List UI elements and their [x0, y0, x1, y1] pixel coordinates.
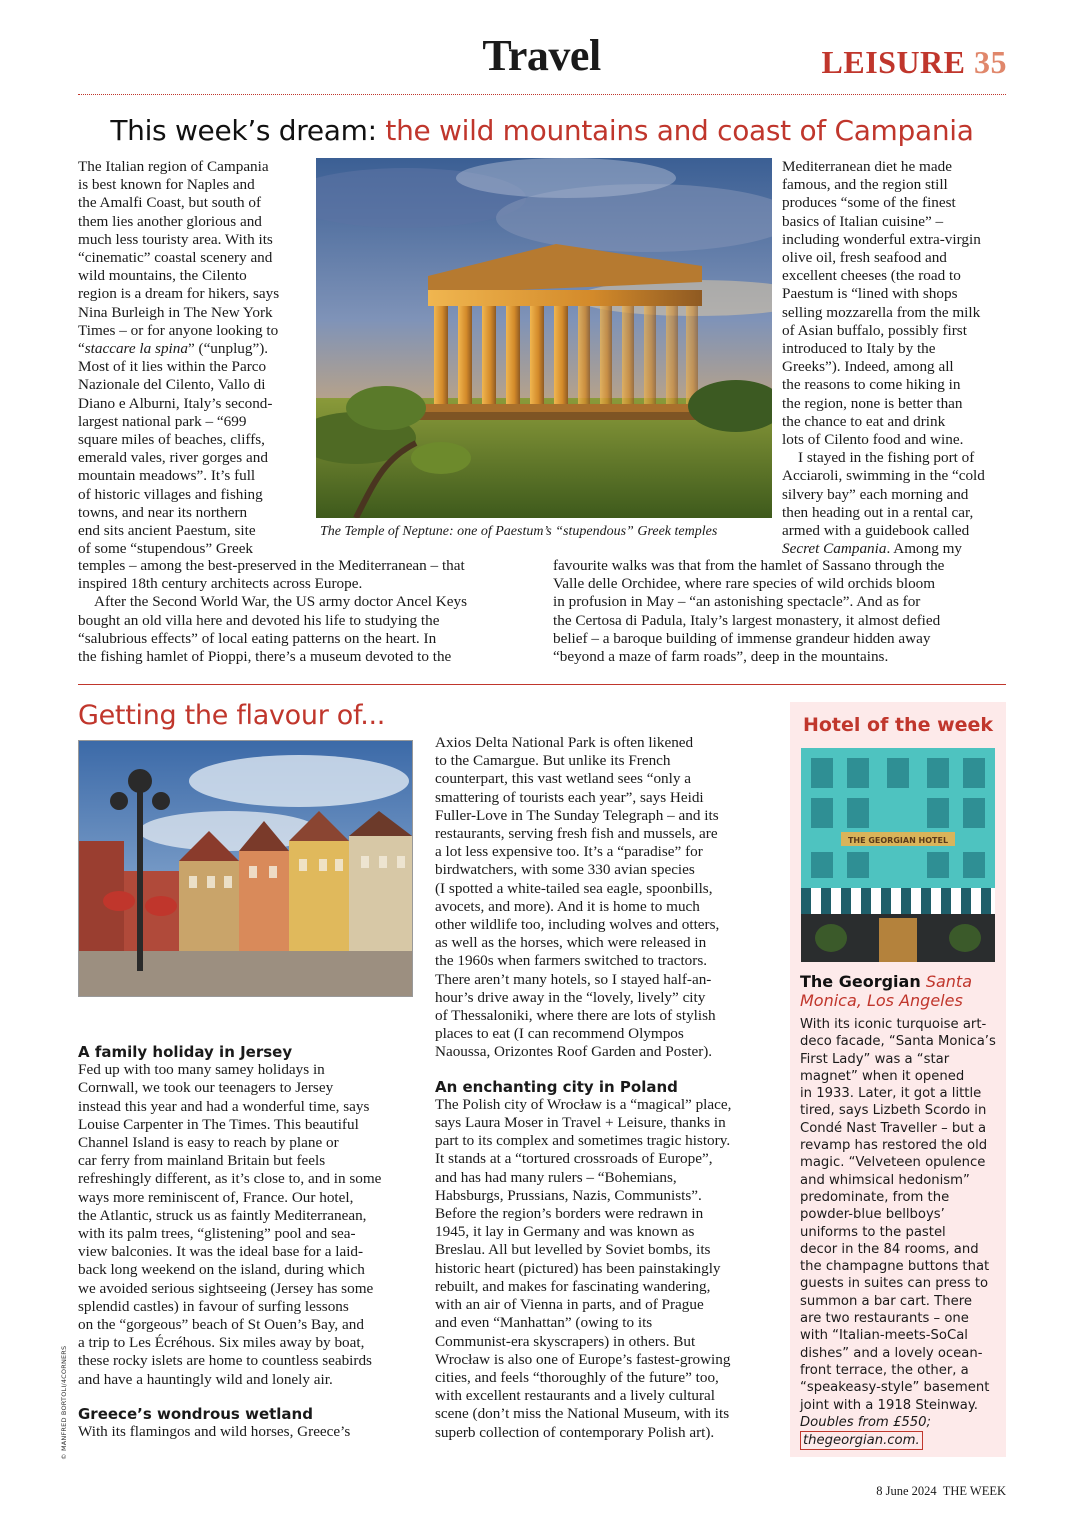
phrase-gloss: ” (“unplug”).	[187, 340, 269, 358]
text-line: armed with a guidebook called	[782, 522, 970, 540]
text-line: says Laura Moser in Travel + Leisure, thanks in	[435, 1114, 726, 1132]
photo-credit	[60, 1310, 72, 1460]
text-line: introduced to Italy by the	[782, 340, 936, 358]
text-line: birdwatchers, with some 330 avian species	[435, 861, 695, 879]
text-line: then heading out in a rental car,	[782, 503, 974, 521]
text-line: as well as the horses, which were released in	[435, 934, 707, 952]
text-line: inspired 18th century architects across Europe.	[78, 575, 363, 593]
text-line: “beyond a maze of farm roads”, deep in the mountains.	[553, 648, 889, 666]
text-line: Times – or for anyone looking to	[78, 321, 279, 339]
text-line: With its iconic turquoise art-	[800, 1017, 987, 1032]
section-title: Travel	[482, 31, 601, 80]
text-line: to the Camargue. But unlike its French	[435, 752, 671, 770]
text-line: of historic villages and fishing	[78, 485, 263, 503]
text-line: towns, and near its northern	[78, 503, 248, 521]
text-line: region is a dream for hikers, says	[78, 285, 280, 303]
feature-left-column	[78, 158, 314, 558]
text-line: of Thessaloniki, where there are lots of stylish	[435, 1007, 716, 1025]
text-line: emerald vales, river gorges and	[78, 449, 268, 467]
feature-right-wide	[553, 557, 1013, 666]
feature-right-column	[782, 158, 1012, 558]
text-line: of some “stupendous” Greek	[78, 540, 254, 558]
hotel-name-block	[800, 972, 1000, 1010]
text-line: a lot less expensive too. It’s a “paradise” for	[435, 843, 703, 861]
text-line: After the Second World War, the US army doctor Ancel Keys	[94, 593, 468, 611]
page-number: 35	[974, 44, 1007, 80]
jersey-article	[78, 1043, 418, 1441]
text-line: Paestum is “lined with shops	[782, 285, 958, 303]
text-line: smattering of tourists each year”, says Heidi	[435, 788, 704, 806]
wroclaw-photo	[78, 740, 413, 997]
text-line: view balconies. It was the ideal base for a laid-	[78, 1243, 364, 1261]
text-line: and whimsical hedonism”	[800, 1172, 970, 1188]
text-line: Diano e Alburni, Italy’s second-	[78, 394, 273, 412]
text-line: Nazionale del Cilento, Vallo di	[78, 376, 266, 394]
text-line: deco facade, “Santa Monica’s	[800, 1034, 996, 1050]
text-line: the reasons to come hiking in	[782, 376, 961, 394]
text-line: famous, and the region still	[782, 176, 948, 194]
text-line: with excellent restaurants and a lively cultural	[435, 1387, 716, 1405]
text-line: belief – a baroque building of immense grandeur hidden away	[553, 629, 931, 647]
text-line: “cinematic” coastal scenery and	[78, 249, 273, 267]
text-line: splendid castles) in favour of surfing lessons	[78, 1297, 349, 1315]
text-line: restaurants, serving fresh fish and mussels, are	[435, 825, 718, 843]
text-line: much less touristy area. With its	[78, 230, 273, 248]
text-line: the Amalfi Coast, but south of	[78, 194, 262, 212]
text-line: wild mountains, the Cilento	[78, 267, 247, 285]
text-line: largest national park – “699	[78, 412, 247, 430]
text-line: temples – among the best-preserved in the Mediterranean – that	[78, 557, 465, 574]
text-line: (I spotted a white-tailed sea eagle, spoonbills,	[435, 879, 713, 897]
text-line: favourite walks was that from the hamlet of Sassano through the	[553, 557, 945, 574]
text-line: “salubrious effects” of local eating patterns on the heart. In	[78, 629, 437, 647]
text-line: hour’s drive away in the “lovely, lively” city	[435, 988, 706, 1006]
hotel-box-title: Hotel of the week	[802, 714, 994, 736]
quote-open: “	[78, 340, 85, 358]
text-line: Naoussa, Orizontes Roof Garden and Poster).	[435, 1043, 713, 1061]
text-line: silvery bay” each morning and	[782, 485, 969, 503]
text-line: dishes” and a lovely ocean-	[800, 1345, 983, 1361]
text-line: mountain meadows”. It’s full	[78, 467, 256, 485]
text-line: Cornwall, we took our teenagers to Jersey	[78, 1079, 334, 1097]
text-line: counterpart, this vast wetland sees “only a	[435, 770, 691, 788]
text-line: uniforms to the pastel	[800, 1224, 946, 1240]
text-line: these rocky islets are home to countless seabirds	[78, 1352, 372, 1370]
photo-credit-text: © MANFRED BORTOLI/4CORNERS	[60, 1345, 68, 1460]
text-line: predominate, from the	[800, 1189, 950, 1205]
text-line: The Italian region of Campania	[78, 158, 269, 175]
text-line: square miles of beaches, cliffs,	[78, 431, 265, 449]
temple-photo-caption: The Temple of Neptune: one of Paestum’s “stupendous” Greek temples	[320, 524, 718, 539]
text-line: including wonderful extra-virgin	[782, 230, 981, 248]
hotel-description	[800, 1016, 1002, 1450]
jersey-heading: A family holiday in Jersey	[78, 1043, 293, 1061]
text-line: part to its complex and sometimes tragic history.	[435, 1132, 731, 1150]
text-line: ways more reminiscent of, France. Our hotel,	[78, 1188, 354, 1206]
text-line	[78, 340, 314, 358]
text-line: Wrocław is also one of Europe’s fastest-growing	[435, 1350, 731, 1368]
text-line: we avoided serious sightseeing (Jersey has some	[78, 1279, 374, 1297]
text-line: and even “Manhattan” (owing to its	[435, 1314, 653, 1332]
text-line: Condé Nast Traveller – but a	[800, 1120, 987, 1136]
hotel-name: The Georgian	[800, 972, 921, 991]
text-line: It stands at a “tortured crossroads of Europe”,	[435, 1150, 713, 1168]
feature-left-wide	[78, 557, 548, 666]
text-line: joint with a 1918 Steinway.	[800, 1397, 978, 1413]
header-rule	[78, 94, 1006, 95]
text-line: refreshingly different, as it’s close to, and in some	[78, 1170, 382, 1188]
text-line: With its flamingos and wild horses, Greece’s	[78, 1423, 351, 1441]
text-line: guests in suites can press to	[800, 1276, 989, 1292]
text-line: Acciaroli, swimming in the “cold	[782, 467, 985, 485]
wroclaw-illustration	[79, 741, 412, 996]
footer-publication: THE WEEK	[942, 1484, 1006, 1498]
text-line: in 1933. Later, it got a little	[800, 1086, 982, 1102]
text-line: Channel Island is easy to reach by plane or	[78, 1134, 339, 1152]
text-line: Fuller-Love in The Sunday Telegraph – and its	[435, 806, 719, 824]
text-line: the region, none is better than	[782, 394, 963, 412]
hotel-website-link[interactable]: thegeorgian.com.	[800, 1431, 923, 1450]
text-line: Mediterranean diet he made	[782, 158, 952, 175]
text-line: There aren’t many hotels, so I stayed half-an-	[435, 970, 712, 988]
text-line: the fishing hamlet of Pioppi, there’s a museum devoted to the	[78, 648, 452, 666]
text-line: Greeks”). Indeed, among all	[782, 358, 954, 376]
flavour-title: Getting the flavour of...	[78, 700, 386, 731]
text-line: in profusion in May – “an astonishing spectacle”. And as for	[553, 593, 921, 611]
text-line: places to eat (I can recommend Olympos	[435, 1025, 684, 1043]
text-line: revamp has restored the old	[800, 1138, 988, 1154]
text-line: First Lady” was a “star	[800, 1051, 950, 1067]
text-line: selling mozzarella from the milk	[782, 303, 981, 321]
temple-photo	[316, 158, 772, 518]
text-line: basics of Italian cuisine” –	[782, 212, 944, 230]
page-label-text: LEISURE	[821, 44, 966, 80]
hotel-of-week-box	[790, 702, 1006, 1457]
page-label	[822, 44, 1008, 81]
text-line: lots of Cilento food and wine.	[782, 431, 964, 449]
text-line: olive oil, fresh seafood and	[782, 249, 947, 267]
feature-headline	[78, 114, 1006, 147]
text-line: Before the region’s borders were redrawn in	[435, 1205, 704, 1223]
text-line: powder-blue bellboys’	[800, 1207, 945, 1223]
text-line: avocets, and more). And it is home to much	[435, 897, 700, 915]
greece-heading: Greece’s wondrous wetland	[78, 1404, 313, 1423]
text-line: Axios Delta National Park is often likened	[435, 734, 694, 751]
text-line: cities, and feels “thoroughly of the future” too,	[435, 1368, 719, 1386]
text-line: the Atlantic, struck us as faintly Mediterranean,	[78, 1206, 367, 1224]
section-divider	[78, 684, 1006, 685]
poland-heading: An enchanting city in Poland	[435, 1077, 678, 1096]
text-line: the 1960s when farmers switched to tractors.	[435, 952, 708, 970]
text-line: other wildlife too, including wolves and otters,	[435, 916, 720, 934]
hotel-location-b: Monica, Los Angeles	[800, 991, 963, 1010]
text-line: Louise Carpenter in The Times. This beautiful	[78, 1115, 359, 1133]
text-line: with “Italian-meets-SoCal	[800, 1328, 968, 1344]
text-line: superb collection of contemporary Polish art).	[435, 1423, 715, 1441]
text-line: Most of it lies within the Parco	[78, 358, 267, 376]
text-line: are two restaurants – one	[800, 1311, 969, 1327]
text-line: tired, says Lizbeth Scordo in	[800, 1103, 987, 1119]
text-line: Communist-era skyscrapers) in others. But	[435, 1332, 696, 1350]
text-line: with its palm trees, “glistening” pool and sea-	[78, 1225, 356, 1243]
hotel-location-a: Santa	[925, 972, 972, 991]
text-line: decor in the 84 rooms, and	[800, 1241, 979, 1257]
text-line: the chance to eat and drink	[782, 412, 946, 430]
text-line: “speakeasy-style” basement	[800, 1380, 990, 1396]
guidebook-title: Secret Campania	[782, 540, 887, 558]
hotel-price: Doubles from £550;	[800, 1414, 931, 1430]
text-line: on the “gorgeous” beach of St Ouen’s Bay, and	[78, 1316, 364, 1334]
text-line: the Certosa di Padula, Italy’s largest monastery, it almost defied	[553, 611, 941, 629]
text-line: car ferry from mainland Britain but feels	[78, 1152, 326, 1170]
text-line: back long weekend on the island, during which	[78, 1261, 365, 1279]
text-line: I stayed in the fishing port of	[798, 449, 975, 467]
text-line: produces “some of the finest	[782, 194, 956, 212]
right-col-tail: . Among my	[886, 540, 962, 558]
text-line: is best known for Naples and	[78, 176, 255, 194]
text-line: front terrace, the other, a	[800, 1362, 969, 1378]
text-line: excellent cheeses (the road to	[782, 267, 961, 285]
text-line: instead this year and had a wonderful time, says	[78, 1097, 370, 1115]
text-line: scene (don’t miss the National Museum, with its	[435, 1405, 730, 1423]
text-line: historic heart (pictured) has been painstakingly	[435, 1259, 721, 1277]
text-line: of Asian buffalo, possibly first	[782, 321, 967, 339]
hotel-illustration	[801, 748, 995, 962]
headline-lead: This week’s dream:	[110, 114, 377, 147]
text-line: them lies another glorious and	[78, 212, 262, 230]
text-line: and has had many rulers – “Bohemians,	[435, 1168, 677, 1186]
text-line: Habsburgs, Prussians, Nazis, Communists”.	[435, 1186, 702, 1204]
text-line: with an air of Vienna in parts, and of Prague	[435, 1296, 704, 1314]
text-line: Fed up with too many samey holidays in	[78, 1061, 325, 1079]
text-line: bought an old villa here and devoted his life to studying the	[78, 611, 440, 629]
temple-illustration	[316, 158, 772, 518]
text-line: 1945, it lay in Germany and was known as	[435, 1223, 695, 1241]
text-line: the champagne buttons that	[800, 1259, 990, 1275]
italian-phrase: staccare la spina	[84, 340, 188, 358]
footer-date: 8 June 2024	[876, 1484, 937, 1498]
footer	[876, 1484, 1006, 1499]
text-line: a trip to Les Écréhous. Six miles away by boat,	[78, 1334, 365, 1352]
hotel-photo	[801, 748, 995, 962]
text-line: and have a hauntingly wild and lonely air.	[78, 1370, 333, 1388]
text-line: end sits ancient Paestum, site	[78, 522, 256, 540]
headline-main: the wild mountains and coast of Campania	[385, 114, 974, 147]
text-line: Nina Burleigh in The New York	[78, 303, 273, 321]
text-line: magnet” when it opened	[800, 1068, 965, 1084]
text-line: rebuilt, and makes for fascinating wandering,	[435, 1277, 711, 1295]
hotel-sign: THE GEORGIAN HOTEL	[847, 836, 949, 845]
text-line: Breslau. All but levelled by Soviet bombs, its	[435, 1241, 711, 1259]
text-line: Valle delle Orchidee, where rare species of wild orchids bloom	[553, 575, 936, 593]
text-line: The Polish city of Wrocław is a “magical” place,	[435, 1095, 732, 1113]
text-line: magic. “Velveteen opulence	[800, 1155, 986, 1171]
text-line: summon a bar cart. There	[800, 1293, 972, 1309]
greece-article-continued	[435, 734, 780, 1442]
